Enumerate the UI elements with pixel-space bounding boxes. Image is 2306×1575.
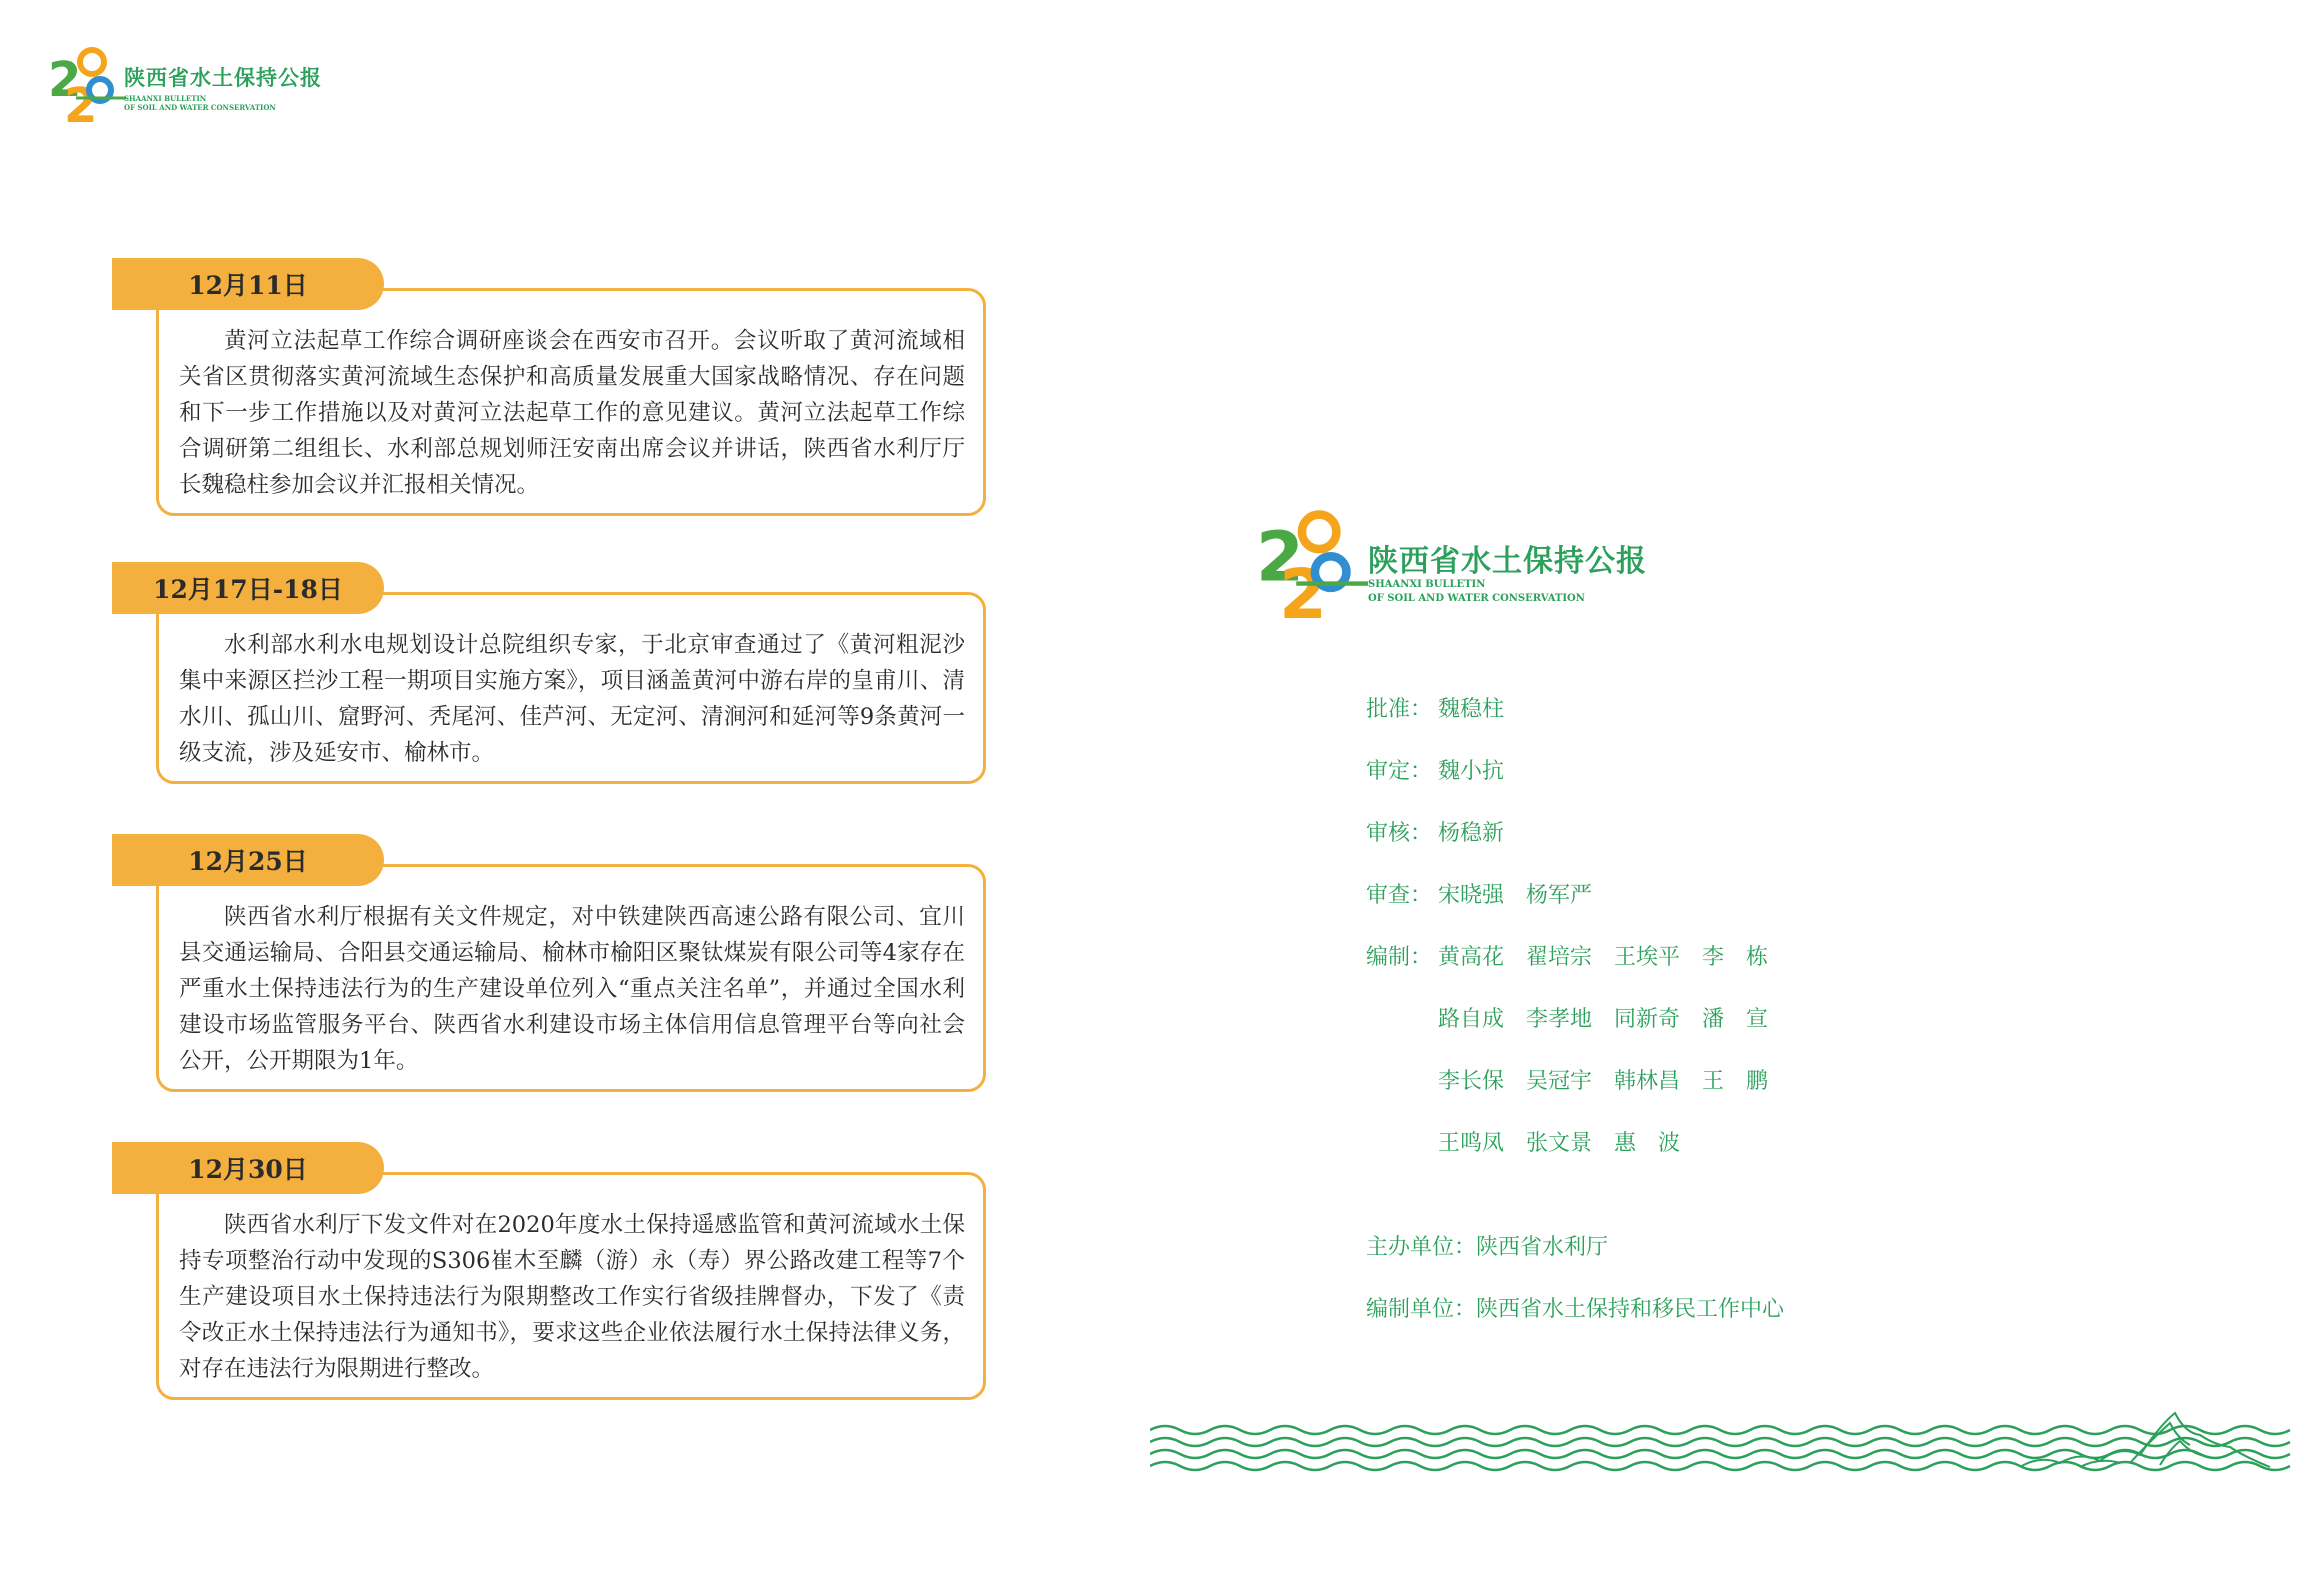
credit-name: 李孝地	[1526, 1007, 1593, 1032]
credit-name: 宋晓强	[1438, 883, 1505, 908]
credit-label: 审定：	[1366, 759, 1433, 784]
svg-text:2: 2	[48, 52, 82, 108]
credit-label: 批准：	[1366, 697, 1433, 722]
credit-label: 审查：	[1366, 883, 1433, 908]
svg-text:2: 2	[64, 78, 98, 126]
date-tab: 12月30日	[112, 1142, 384, 1194]
credit-row-review	[1366, 816, 1526, 847]
bulletin-title: 陕西省水土保持公报	[1368, 544, 1647, 579]
entry-text: 陕西省水利厅根据有关文件规定，对中铁建陕西高速公路有限公司、宜川县交通运输局、合阳县交通运输局、榆林市榆阳区聚钛煤炭有限公司等4家存在严重水土保持违法行为的生产建设单位列入“重点关注名单”，并通过全国水利建设市场监管服务平台、陕西省水利建设市场主体信用信息管理平台等向社会公开，公开期限为1年。	[179, 904, 965, 1074]
entry-card	[156, 1172, 986, 1400]
bulletin-title: 陕西省水土保持公报	[124, 65, 322, 90]
entry-text: 黄河立法起草工作综合调研座谈会在西安市召开。会议听取了黄河流域相关省区贯彻落实黄河流域生态保护和高质量发展重大国家战略情况、存在问题和下一步工作措施以及对黄河立法起草工作的意见建议。黄河立法起草工作综合调研第二组组长、水利部总规划师汪安南出席会议并讲话，陕西省水利厅厅长魏稳柱参加会议并汇报相关情况。	[179, 328, 965, 498]
date-tab: 12月17日-18日	[112, 562, 384, 614]
bulletin-subtitle: SHAANXI BULLETIN OF SOIL AND WATER CONSERVATION	[1368, 579, 1585, 604]
year-2020-logo-icon	[1256, 500, 1368, 624]
credit-name: 潘 宣	[1702, 1007, 1769, 1032]
credit-row-compile	[1366, 940, 1790, 971]
credit-name: 韩林昌	[1614, 1069, 1681, 1094]
entry-text: 陕西省水利厅下发文件对在2020年度水土保持遥感监管和黄河流域水土保持专项整治行动中发现的S306崔木至麟（游）永（寿）界公路改建工程等7个生产建设项目水土保持违法行为限期整改工作实行省级挂牌督办，下发了《责令改正水土保持违法行为通知书》，要求这些企业依法履行水土保持法律义务，对存在违法行为限期进行整改。	[179, 1212, 965, 1382]
year-2020-logo-icon	[48, 40, 126, 126]
entry-text: 水利部水利水电规划设计总院组织专家，于北京审查通过了《黄河粗泥沙集中来源区拦沙工程一期项目实施方案》，项目涵盖黄河中游右岸的皇甫川、清水川、孤山川、窟野河、秃尾河、佳芦河、无定河、清涧河和延河等9条黄河一级支流，涉及延安市、榆林市。	[179, 632, 965, 766]
credit-name: 路自成	[1438, 1007, 1505, 1032]
date-tab: 12月25日	[112, 834, 384, 886]
credit-row-compile-4	[1366, 1126, 1702, 1157]
credit-label: 审核：	[1366, 821, 1433, 846]
credit-name: 同新奇	[1614, 1007, 1681, 1032]
credit-row-finalize	[1366, 754, 1526, 785]
credit-name: 黄高花	[1438, 945, 1505, 970]
credit-name: 李长保	[1438, 1069, 1505, 1094]
compiler-line: 编制单位：陕西省水土保持和移民工作中心	[1366, 1297, 1785, 1322]
bulletin-logo-large	[1256, 500, 1676, 630]
credit-label: 编制：	[1366, 945, 1433, 970]
credit-name: 翟培宗	[1526, 945, 1593, 970]
credit-name: 王埃平	[1614, 945, 1681, 970]
credit-name: 杨军严	[1526, 883, 1593, 908]
credit-name: 王 鹏	[1702, 1069, 1769, 1094]
entry-card	[156, 864, 986, 1092]
date-tab: 12月11日	[112, 258, 384, 310]
credit-name: 李 栋	[1702, 945, 1769, 970]
organizer-line: 主办单位：陕西省水利厅	[1366, 1235, 1609, 1260]
bulletin-logo-small	[48, 40, 328, 130]
credit-row-compile-2	[1366, 1002, 1790, 1033]
svg-text:2: 2	[1278, 555, 1327, 624]
bulletin-subtitle: SHAANXI BULLETIN OF SOIL AND WATER CONSERVATION	[124, 94, 276, 113]
mountain-decoration-icon	[2020, 1405, 2280, 1475]
credit-row-examine	[1366, 878, 1614, 909]
credit-row-compile-3	[1366, 1064, 1790, 1095]
credit-name: 惠 波	[1614, 1131, 1681, 1156]
entry-card	[156, 592, 986, 784]
credit-name: 张文景	[1526, 1131, 1593, 1156]
credit-name: 魏稳柱	[1438, 697, 1505, 722]
credit-name: 吴冠宇	[1526, 1069, 1593, 1094]
credit-name: 王鸣凤	[1438, 1131, 1505, 1156]
credit-name: 杨稳新	[1438, 821, 1505, 846]
credit-row-approve	[1366, 692, 1526, 723]
svg-text:2: 2	[1256, 517, 1304, 598]
entry-card	[156, 288, 986, 516]
credit-name: 魏小抗	[1438, 759, 1505, 784]
